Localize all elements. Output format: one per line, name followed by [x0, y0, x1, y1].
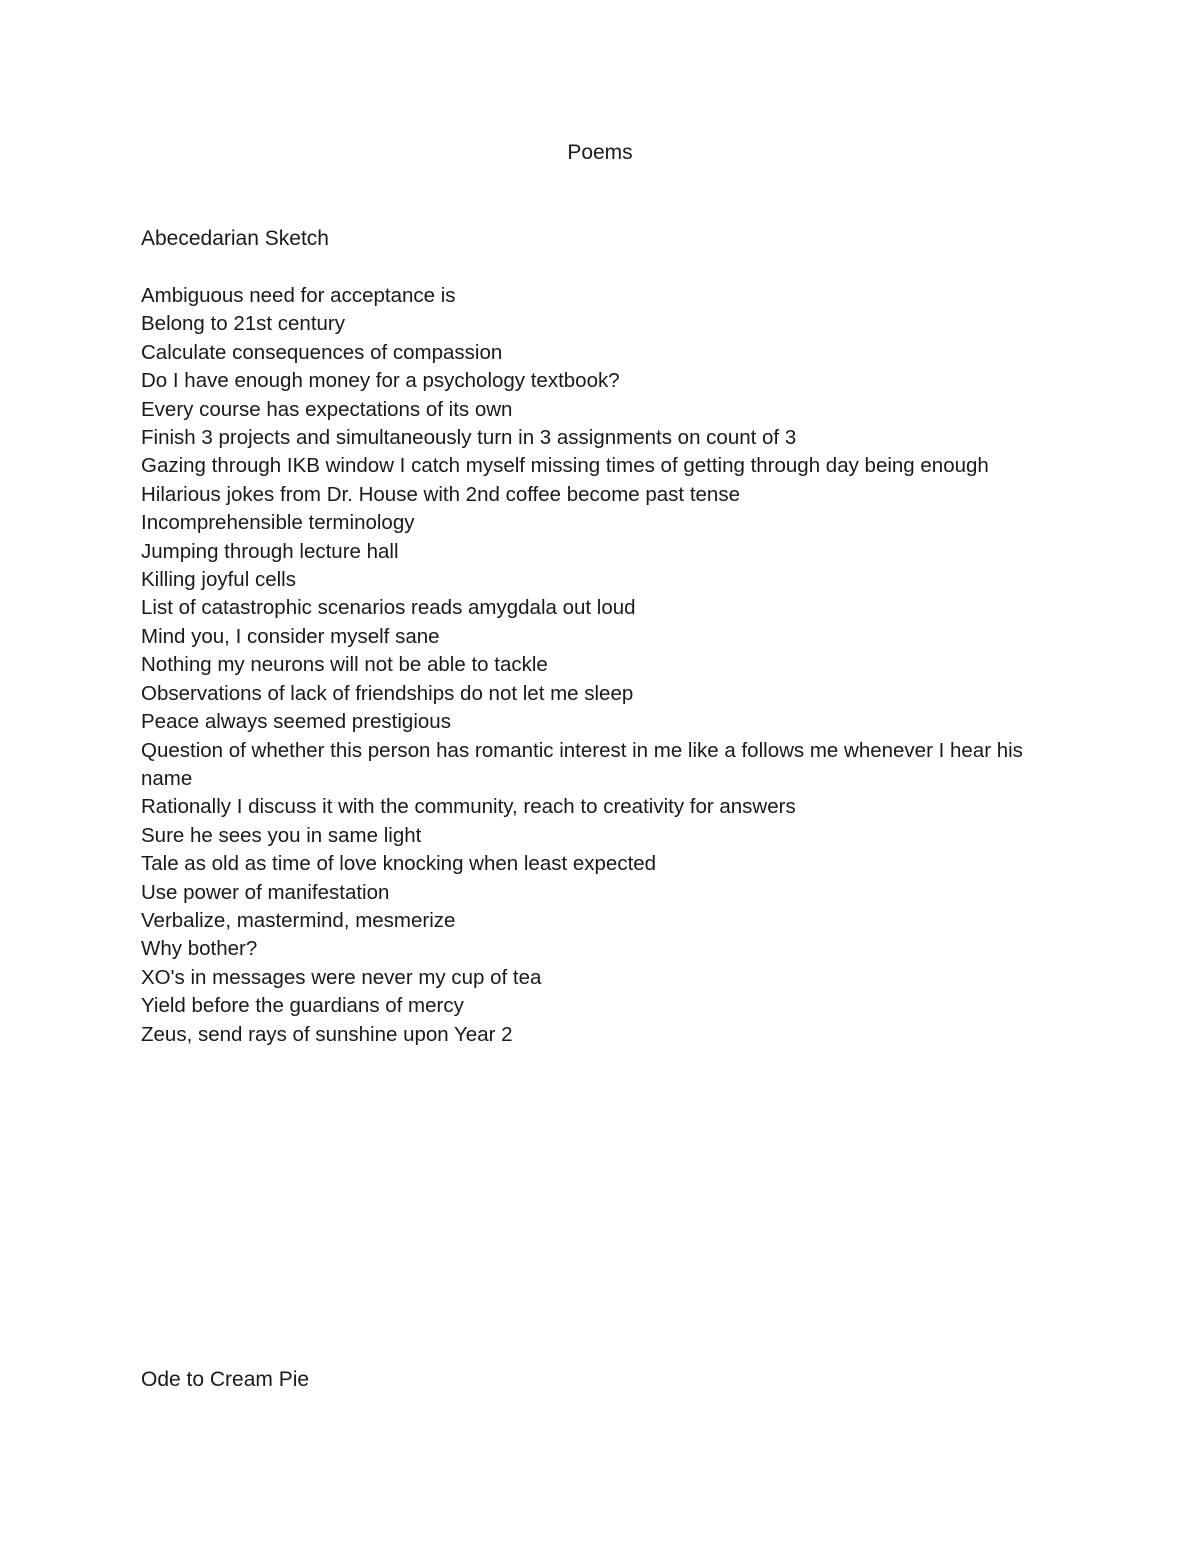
poem-line: Finish 3 projects and simultaneously turn in 3 assignments on count of 3	[141, 426, 797, 450]
poem-line: Gazing through IKB window I catch myself missing times of getting through day being enough	[141, 454, 989, 478]
poem-line: XO's in messages were never my cup of tea	[141, 965, 542, 989]
poem-abecedarian-lines	[141, 282, 1061, 1049]
poem-line: Mind you, I consider myself sane	[141, 624, 440, 648]
poem-line: Peace always seemed prestigious	[141, 710, 451, 734]
poem-heading-abecedarian: Abecedarian Sketch	[141, 227, 329, 250]
poem-line: Why bother?	[141, 937, 258, 961]
poem-heading-ode: Ode to Cream Pie	[141, 1368, 310, 1391]
poem-line: Every course has expectations of its own	[141, 397, 513, 421]
poem-line: Rationally I discuss it with the community, reach to creativity for answers	[141, 795, 796, 819]
poem-line: Nothing my neurons will not be able to tackle	[141, 653, 548, 677]
poem-line: Do I have enough money for a psychology textbook?	[141, 369, 620, 393]
poem-line: Hilarious jokes from Dr. House with 2nd coffee become past tense	[141, 482, 740, 506]
poem-line: Verbalize, mastermind, mesmerize	[141, 908, 456, 932]
document-title: Poems	[567, 141, 633, 164]
poem-line: Ambiguous need for acceptance is	[141, 284, 456, 307]
poem-line: Killing joyful cells	[141, 568, 296, 592]
poem-line: Question of whether this person has romantic interest in me like a follows me whenever I hear his name	[141, 738, 1023, 790]
poem-line: Yield before the guardians of mercy	[141, 994, 464, 1018]
poem-line: Jumping through lecture hall	[141, 539, 399, 563]
poem-line: Sure he sees you in same light	[141, 823, 422, 847]
poem-line: Use power of manifestation	[141, 880, 390, 904]
poem-line: Observations of lack of friendships do not let me sleep	[141, 681, 634, 705]
poem-line: Incomprehensible terminology	[141, 511, 415, 535]
poem-line: List of catastrophic scenarios reads amygdala out loud	[141, 596, 636, 620]
poem-line: Calculate consequences of compassion	[141, 340, 503, 364]
poem-line: Belong to 21st century	[141, 312, 345, 336]
poem-line: Zeus, send rays of sunshine upon Year 2	[141, 1022, 513, 1046]
poem-line: Tale as old as time of love knocking when least expected	[141, 852, 657, 876]
